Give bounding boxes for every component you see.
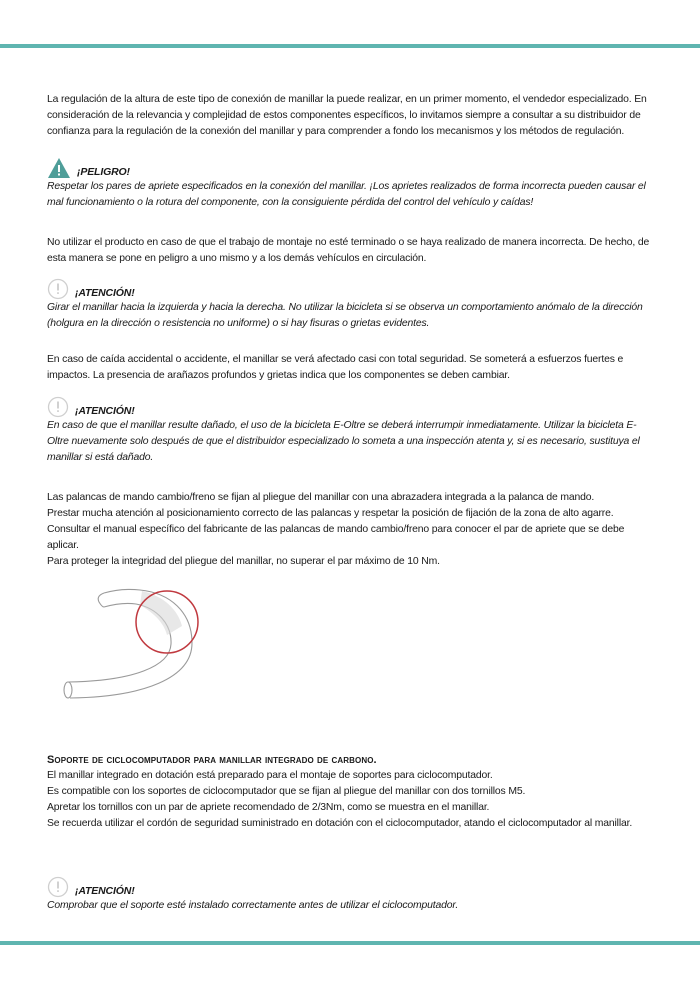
attention-notice-2 (47, 396, 653, 466)
attention-title: ¡ATENCIÓN! (75, 885, 135, 897)
info-circle-icon (47, 396, 69, 418)
warning-triangle-icon (47, 157, 71, 179)
attention-text: En caso de que el manillar resulte dañado, el uso de la bicicleta E-Oltre se deberá interrumpir inmediatamente. Utilizar la bicicleta E-Oltre nuevamente solo después de que el distribuidor especializado lo someta a una inspección atenta y, si es necesario, sustituya el manillar si está dañado. (47, 420, 640, 463)
attention-text: Girar el manillar hacia la izquierda y hacia la derecha. No utilizar la bicicleta si se observa un comportamiento anómalo de la dirección (holgura en la dirección o resistencia no uniforme) o si hay fisuras o grietas evidentes. (47, 302, 643, 329)
paragraph-4: Las palancas de mando cambio/freno se fijan al pliegue del manillar con una abrazadera integrada a la palanca de mando. Prestar mucha atención al posicionamiento correcto de las palancas y respetar la posición de fijación de la zona de alto agarre. Consultar el manual específico del fabricante de las palancas de mando cambio/freno para conocer el par de apriete que se debe aplicar. Para proteger la integridad del pliegue del manillar, no superar el par máximo de 10 Nm. (47, 492, 625, 567)
info-circle-icon (47, 876, 69, 898)
top-rule (0, 44, 700, 48)
attention-notice-3 (47, 876, 653, 914)
danger-title: ¡PELIGRO! (77, 166, 130, 178)
info-circle-icon (47, 278, 69, 300)
danger-text: Respetar los pares de apriete especificados en la conexión del manillar. ¡Los aprietes realizados de forma incorrecta pueden causar el mal funcionamiento o la rotura del componente, con la consiguiente pérdida del control del vehículo y caídas! (47, 181, 646, 208)
attention-text: Comprobar que el soporte esté instalado correctamente antes de utilizar el ciclocomputador. (47, 900, 459, 911)
attention-title: ¡ATENCIÓN! (75, 405, 135, 417)
handlebar-drop-diagram (52, 580, 232, 720)
section-title: Soporte de ciclocomputador para manillar integrado de carbono. (47, 754, 377, 766)
attention-title: ¡ATENCIÓN! (75, 287, 135, 299)
intro-paragraph: La regulación de la altura de este tipo de conexión de manillar la puede realizar, en un primer momento, el vendedor especializado. En consideración de la relevancia y complejidad de estos componentes específicos, lo invitamos siempre a consultar a su distribuidor de confianza para la regulación de la conexión del manillar y para comprender a fondo los mecanismos y los métodos de regulación. (47, 94, 647, 137)
attention-notice-1 (47, 278, 653, 332)
computer-mount-section: Soporte de ciclocomputador para manillar integrado de carbono. El manillar integrado en dotación está preparado para el montaje de soportes para ciclocomputador. Es compatible con los soportes de ciclocomputador que se fijan al pliegue del manillar con dos tornillos M5. Apretar los tornillos con un par de apriete recomendado de 2/3Nm, como se muestra en el manillar. Se recuerda utilizar el cordón de seguridad suministrado en dotación con el ciclocomputador, atando el ciclocomputador al manillar. (47, 752, 653, 832)
paragraph-3: En caso de caída accidental o accidente, el manillar se verá afectado casi con total seguridad. Se someterá a esfuerzos fuertes e impactos. La presencia de arañazos profundos y grietas indica que los componentes se deben cambiar. (47, 354, 624, 381)
paragraph-2: No utilizar el producto en caso de que el trabajo de montaje no esté terminado o se haya realizado de manera incorrecta. De hecho, de esta manera se pone en peligro a uno mismo y a los demás vehículos en circulación. (47, 237, 650, 264)
bottom-rule (0, 941, 700, 945)
danger-notice (47, 157, 653, 211)
